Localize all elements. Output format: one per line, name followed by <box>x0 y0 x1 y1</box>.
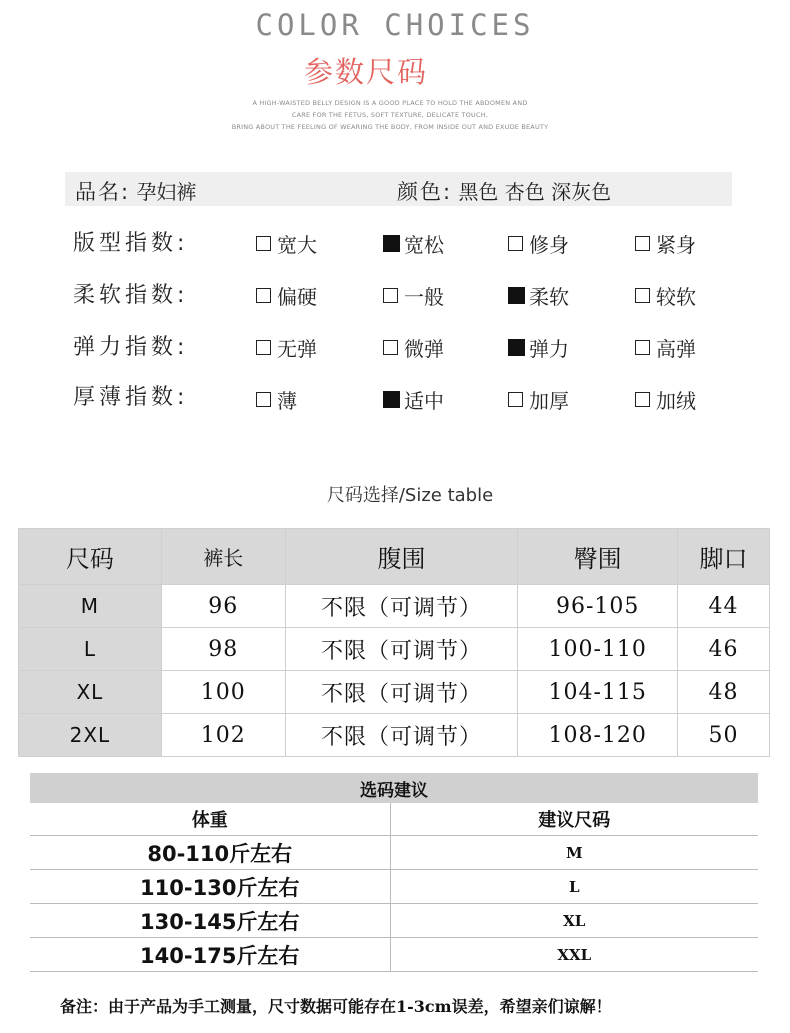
header-cell: 体重 <box>30 803 390 836</box>
table-cell: XL <box>19 671 162 714</box>
header-english-line: A HIGH-WAISTED BELLY DESIGN IS A GOOD PLACE TO HOLD THE ABDOMEN AND <box>252 99 528 107</box>
table-row <box>30 904 758 938</box>
size-table-header-row <box>19 529 770 585</box>
attr-option[interactable]: 加绒 <box>635 385 696 414</box>
table-cell: M <box>390 836 758 870</box>
product-color-label: 颜色: <box>397 180 453 204</box>
checkbox-checked-icon <box>508 287 525 304</box>
table-cell: 48 <box>678 671 770 714</box>
table-cell: 不限（可调节） <box>285 628 518 671</box>
attr-option[interactable]: 修身 <box>508 229 569 258</box>
checkbox-icon <box>635 288 650 303</box>
table-cell: 96-105 <box>518 585 678 628</box>
table-cell: 102 <box>161 714 285 757</box>
header-cell: 腹围 <box>285 529 518 585</box>
table-row <box>19 714 770 757</box>
checkbox-icon <box>508 392 523 407</box>
checkbox-icon <box>256 288 271 303</box>
size-recommendation-table <box>30 773 758 972</box>
size-table-title: 尺码选择/Size table <box>326 485 494 506</box>
attr-label-elasticity: 弹力指数: <box>73 335 189 360</box>
attr-option[interactable]: 柔软 <box>508 281 569 310</box>
recommendation-header-row <box>30 803 758 836</box>
checkbox-icon <box>635 392 650 407</box>
attr-option[interactable]: 加厚 <box>508 385 569 414</box>
table-row <box>30 836 758 870</box>
checkbox-icon <box>383 288 398 303</box>
attr-option[interactable]: 一般 <box>383 281 444 310</box>
checkbox-icon <box>635 340 650 355</box>
table-cell: XXL <box>390 938 758 972</box>
table-cell: 100 <box>161 671 285 714</box>
product-name-label: 品名: <box>75 180 131 204</box>
attr-option[interactable]: 薄 <box>256 385 297 414</box>
attr-option[interactable]: 偏硬 <box>256 281 317 310</box>
header-cell: 尺码 <box>19 529 162 585</box>
table-cell: M <box>19 585 162 628</box>
table-row <box>19 671 770 714</box>
product-name <box>75 176 196 206</box>
header-cell: 裤长 <box>161 529 285 585</box>
checkbox-checked-icon <box>383 391 400 408</box>
header-english-line: BRING ABOUT THE FEELING OF WEARING THE BODY, FROM INSIDE OUT AND EXUDE BEAUTY <box>231 123 549 131</box>
table-cell: 不限（可调节） <box>285 671 518 714</box>
table-cell: 108-120 <box>518 714 678 757</box>
attr-option[interactable]: 宽大 <box>256 229 317 258</box>
header-title: COLOR CHOICES <box>255 8 535 42</box>
attr-label-softness: 柔软指数: <box>73 283 189 308</box>
size-table <box>18 528 770 757</box>
checkbox-icon <box>256 340 271 355</box>
table-cell: 130-145斤左右 <box>30 904 390 938</box>
attr-option[interactable]: 紧身 <box>635 229 696 258</box>
table-cell: 96 <box>161 585 285 628</box>
product-name-value: 孕妇裤 <box>136 180 197 204</box>
checkbox-icon <box>256 392 271 407</box>
checkbox-icon <box>256 236 271 251</box>
table-cell: 不限（可调节） <box>285 714 518 757</box>
attr-option[interactable]: 弹力 <box>508 333 569 362</box>
recommendation-title: 选码建议 <box>30 773 758 803</box>
header-cell: 臀围 <box>518 529 678 585</box>
table-row <box>19 628 770 671</box>
header-cell: 脚口 <box>678 529 770 585</box>
table-row <box>30 938 758 972</box>
attr-option[interactable]: 无弹 <box>256 333 317 362</box>
table-row <box>30 870 758 904</box>
checkbox-checked-icon <box>383 235 400 252</box>
checkbox-icon <box>635 236 650 251</box>
table-cell: 44 <box>678 585 770 628</box>
attr-option[interactable]: 较软 <box>635 281 696 310</box>
header-english-line: CARE FOR THE FETUS, SOFT TEXTURE, DELICATE TOUCH, <box>291 111 489 119</box>
attr-option[interactable]: 高弹 <box>635 333 696 362</box>
table-cell: L <box>390 870 758 904</box>
product-color-value: 黑色 杏色 深灰色 <box>458 180 612 204</box>
table-cell: 80-110斤左右 <box>30 836 390 870</box>
table-cell: L <box>19 628 162 671</box>
product-color <box>397 176 611 206</box>
table-cell: 2XL <box>19 714 162 757</box>
attr-label-fit: 版型指数: <box>73 231 189 256</box>
attr-option[interactable]: 适中 <box>383 385 444 414</box>
table-cell: 100-110 <box>518 628 678 671</box>
table-cell: 110-130斤左右 <box>30 870 390 904</box>
attr-label-thickness: 厚薄指数: <box>73 385 189 410</box>
recommendation-title-row <box>30 773 758 803</box>
table-cell: 140-175斤左右 <box>30 938 390 972</box>
table-cell: 98 <box>161 628 285 671</box>
table-cell: 46 <box>678 628 770 671</box>
table-cell: XL <box>390 904 758 938</box>
table-cell: 不限（可调节） <box>285 585 518 628</box>
attr-option[interactable]: 宽松 <box>383 229 444 258</box>
checkbox-icon <box>508 236 523 251</box>
checkbox-checked-icon <box>508 339 525 356</box>
checkbox-icon <box>383 340 398 355</box>
table-row <box>19 585 770 628</box>
header-subtitle: 参数尺码 <box>303 55 428 89</box>
table-cell: 104-115 <box>518 671 678 714</box>
attr-option[interactable]: 微弹 <box>383 333 444 362</box>
table-cell: 50 <box>678 714 770 757</box>
header-cell: 建议尺码 <box>390 803 758 836</box>
footnote: 备注：由于产品为手工测量，尺寸数据可能存在1-3cm误差，希望亲们谅解！ <box>60 997 612 1016</box>
